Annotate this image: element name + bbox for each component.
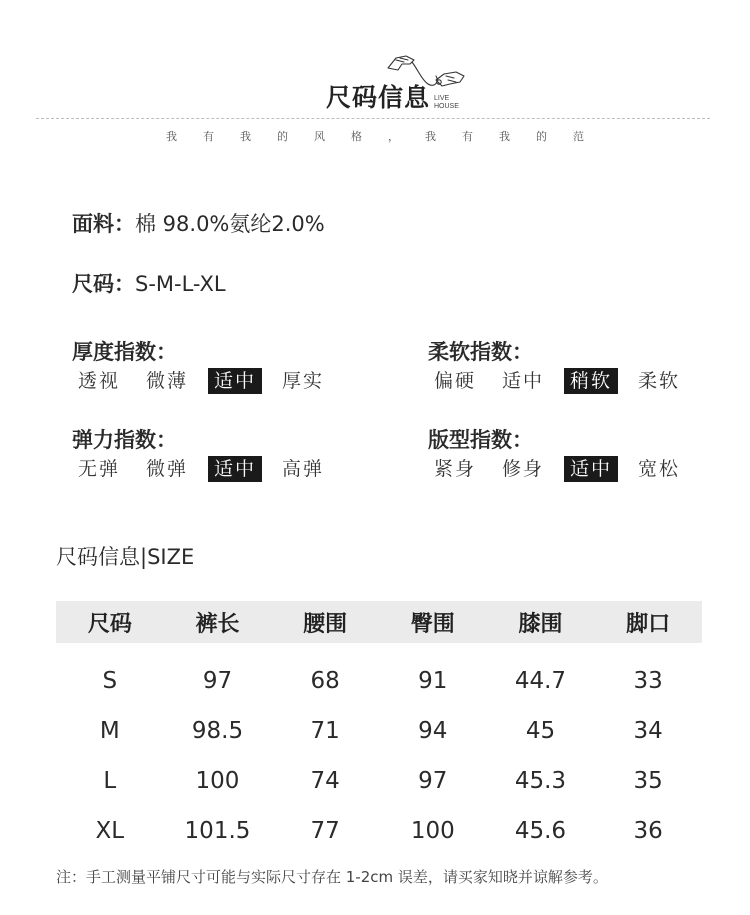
fit-index-title: 版型指数： (428, 428, 533, 452)
slogan-char: 我 (499, 130, 510, 143)
logo-text-house: HOUSE (434, 103, 459, 110)
size-range-value: S-M-L-XL (135, 272, 226, 296)
table-cell: 101.5 (184, 818, 251, 844)
table-cell: 100 (195, 768, 240, 794)
table-header-cell: 膝围 (487, 601, 595, 643)
table-row (56, 706, 702, 756)
size-range-label: 尺码： (72, 272, 135, 296)
fit-option: 适中 (564, 456, 618, 482)
slogan-char: 格 (351, 130, 362, 143)
elasticity-index-options (72, 456, 330, 482)
softness-option: 偏硬 (434, 370, 477, 392)
table-cell: 94 (418, 718, 448, 744)
table-cell: M (99, 718, 120, 744)
table-cell: 71 (310, 718, 340, 744)
table-cell: 77 (310, 818, 340, 844)
slogan-char: 范 (573, 130, 584, 143)
slogan-char: 有 (462, 130, 473, 143)
thickness-option: 厚实 (282, 370, 325, 392)
softness-index-title: 柔软指数： (428, 340, 533, 364)
table-cell: 35 (633, 768, 663, 794)
fit-index-options (428, 456, 686, 482)
table-cell: 91 (418, 668, 448, 694)
logo-wordmark (434, 95, 459, 111)
size-table (56, 601, 702, 856)
elasticity-index-title: 弹力指数： (72, 428, 177, 452)
table-cell: L (103, 768, 117, 794)
fabric-info (72, 208, 325, 238)
table-cell: 45.3 (514, 768, 567, 794)
table-cell: 34 (633, 718, 663, 744)
fit-index (428, 424, 686, 482)
thickness-index-options (72, 368, 330, 394)
table-cell: 33 (633, 668, 663, 694)
table-cell: 45 (525, 718, 556, 744)
table-cell: 74 (310, 768, 340, 794)
fabric-label: 面料： (72, 212, 135, 236)
table-row (56, 643, 702, 706)
table-row (56, 806, 702, 856)
slogan-char: 有 (203, 130, 214, 143)
fit-option: 宽松 (638, 458, 681, 480)
slogan-char: 风 (314, 130, 325, 143)
table-cell: 68 (310, 668, 340, 694)
measurement-note: 注：手工测量平铺尺寸可能与实际尺寸存在 1-2cm 误差，请买家知晓并谅解参考。 (56, 868, 608, 886)
size-range-info (72, 268, 226, 298)
elasticity-option: 微弹 (146, 458, 189, 480)
thickness-index (72, 336, 330, 394)
logo-text-live: LIVE (434, 95, 450, 102)
table-cell: 100 (410, 818, 455, 844)
thickness-option: 适中 (208, 368, 262, 394)
softness-option: 适中 (502, 370, 545, 392)
slogan-char: 我 (425, 130, 436, 143)
elasticity-option: 无弹 (78, 458, 121, 480)
table-header-cell: 裤长 (164, 601, 272, 643)
table-header-cell: 尺码 (56, 601, 164, 643)
slogan-char: 我 (166, 130, 177, 143)
softness-index (428, 336, 686, 394)
slogan-char: ， (388, 130, 399, 143)
table-cell: 97 (202, 668, 233, 694)
size-section-title: 尺码信息|SIZE (56, 545, 195, 569)
slogan-char: 我 (240, 130, 251, 143)
slogan-char: 的 (536, 130, 547, 143)
table-header-cell: 腰围 (271, 601, 379, 643)
table-cell: 36 (633, 818, 663, 844)
fit-option: 紧身 (434, 458, 477, 480)
elasticity-option: 高弹 (282, 458, 325, 480)
table-cell: XL (95, 818, 125, 844)
table-cell: S (102, 668, 118, 694)
thickness-option: 透视 (78, 370, 121, 392)
softness-option: 稍软 (564, 368, 618, 394)
slogan-char: 的 (277, 130, 288, 143)
table-cell: 97 (418, 768, 448, 794)
table-cell: 45.6 (514, 818, 567, 844)
softness-option: 柔软 (638, 370, 681, 392)
slogan (0, 128, 750, 144)
thickness-option: 微薄 (146, 370, 189, 392)
softness-index-options (428, 368, 686, 394)
table-cell: 98.5 (191, 718, 244, 744)
table-header-row (56, 601, 702, 643)
table-header-cell: 脚口 (594, 601, 702, 643)
page-header (0, 0, 750, 150)
fit-option: 修身 (502, 458, 545, 480)
table-cell: 44.7 (514, 668, 567, 694)
thickness-index-title: 厚度指数： (72, 340, 177, 364)
header-divider (36, 118, 710, 119)
table-header-cell: 臀围 (379, 601, 487, 643)
table-row (56, 756, 702, 806)
elasticity-option: 适中 (208, 456, 262, 482)
page-title: 尺码信息 (325, 83, 430, 112)
elasticity-index (72, 424, 330, 482)
fabric-value: 棉 98.0%氨纶2.0% (135, 212, 325, 236)
